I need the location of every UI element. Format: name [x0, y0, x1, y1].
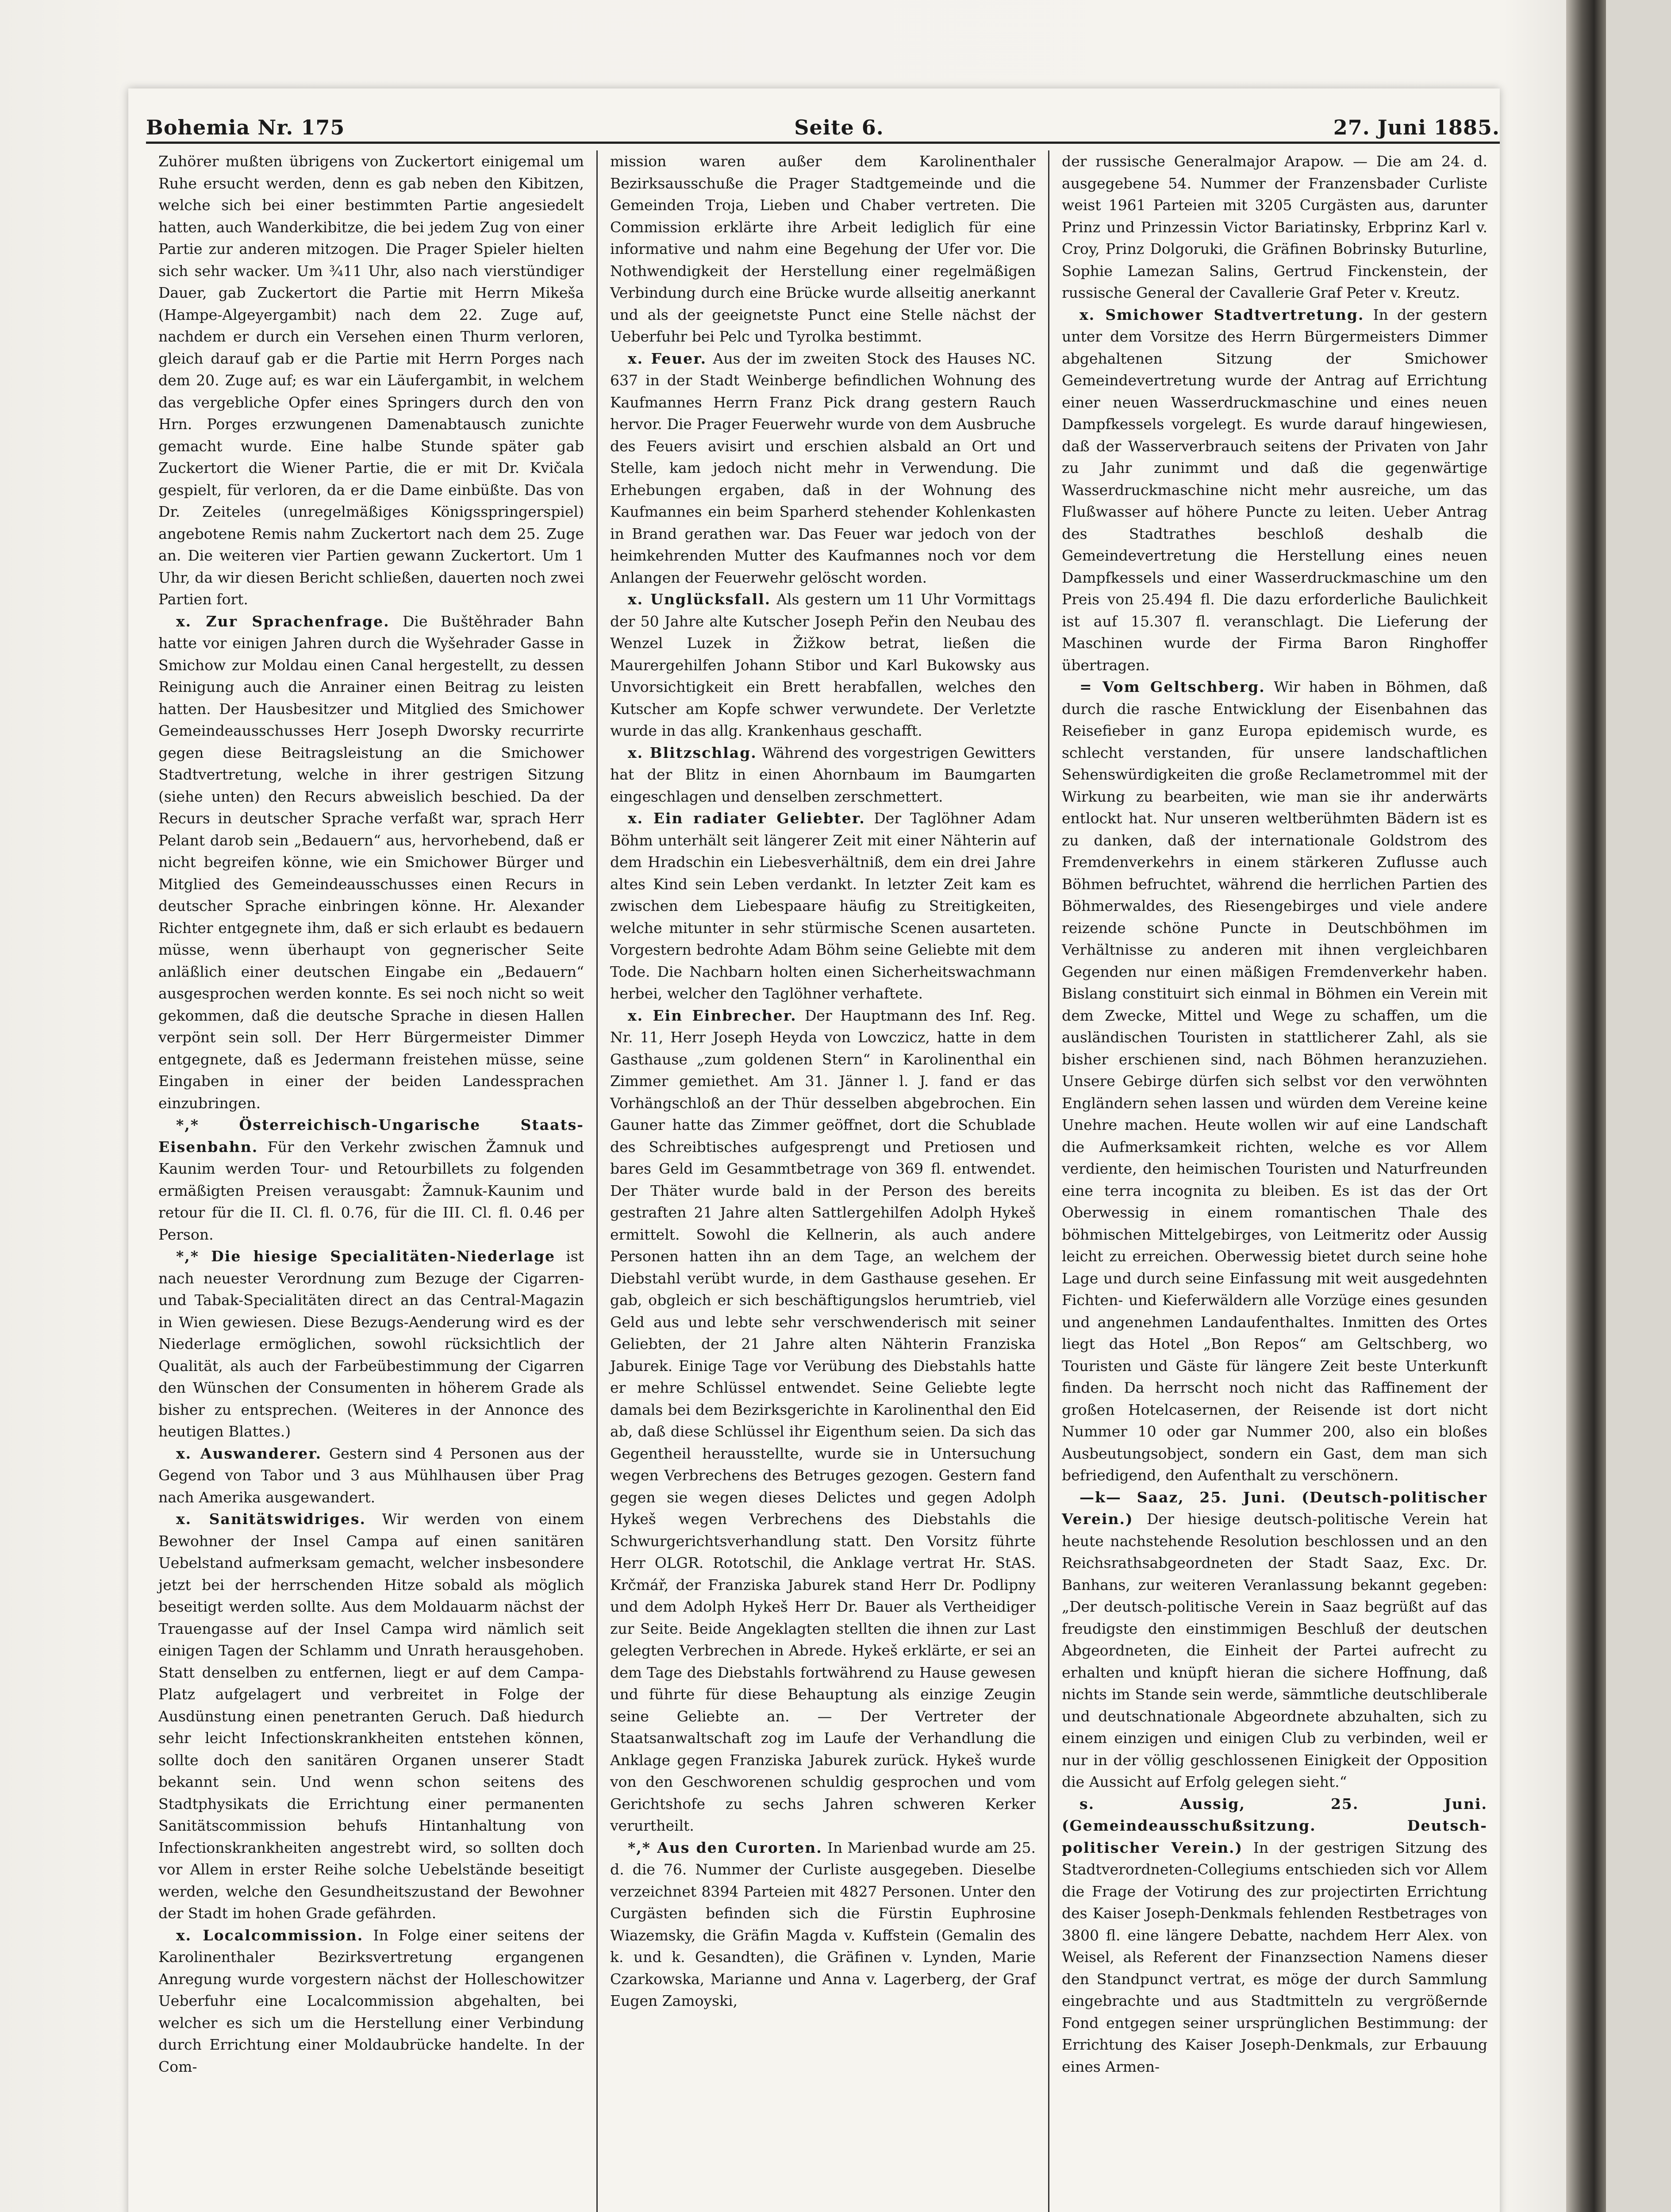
- article-text: Der hiesige deutsch-politische Verein hat heute nachstehende Resolution beschlossen und an den Reichsrathsabgeordneten der Stadt Saaz, Exc. Dr. Banhans, zur weiteren Veranlassung bekannt gegeben: „Der deutsch-politische Verein in Saaz begrüßt auf das freudigste den einstimmigen Beschluß der deutschen Abgeordneten, die Einheit der Partei aufrecht zu erhalten und knüpft hieran die sichere Hoffnung, daß nichts im Stande sein werde, sämmtliche deutschliberale und deutschnationale Abgeordnete abzuhalten, sich zu einem einzigen und einigen Club zu verbinden, weil er nur in der völlig geschlossenen Einigkeit der Opposition die Aussicht auf Erfolg gelegen sieht.“: [1062, 1510, 1487, 1790]
- article-text: Der Taglöhner Adam Böhm unterhält seit längerer Zeit mit einer Nähterin auf dem Hradschin ein Liebesverhältniß, dem ein drei Jahre altes Kind sein Leben verdankt. In letzter Zeit kam es zwischen dem Liebespaare häufig zu Streitigkeiten, welche mitunter in sehr stürmische Scenen ausarteten. Vorgestern bedrohte Adam Böhm seine Geliebte mit dem Tode. Die Nachbarn holten einen Sicherheitswachmann herbei, welcher den Taglöhner verhaftete.: [610, 810, 1036, 1002]
- article-headline: *,* Die hiesige Specialitäten-Niederlage: [176, 1248, 556, 1265]
- article-headline: x. Ein radiater Geliebter.: [628, 810, 865, 827]
- article-headline: x. Smichower Stadtvertretung.: [1079, 306, 1364, 323]
- page-edge: [1606, 0, 1671, 2212]
- header-masthead: Bohemia Nr. 175: [146, 115, 345, 139]
- article-paragraph: [158, 1245, 584, 1443]
- page-header: [146, 104, 1500, 139]
- book-binding: [1566, 0, 1606, 2212]
- article-text: Die Buštěhrader Bahn hatte vor einigen Jahren durch die Wyšehrader Gasse in Smichow zur Moldau einen Canal hergestellt, zu dessen Reinigung auch die Anrainer einen Beitrag zu leisten hatten. Der Hausbesitzer und Mitglied des Smichower Gemeindeausschusses Herr Joseph Dworsky recurrirte gegen diese Beitragsleistung an die Smichower Stadtvertretung, welche in ihrer gestrigen Sitzung (siehe unten) den Recurs abweislich beschied. Da der Recurs in deutscher Sprache verfaßt war, sprach Herr Pelant darob sein „Bedauern“ aus, hervorhebend, daß er nicht begreifen könne, wie ein Smichower Bürger und Mitglied des Gemeindeausschusses einen Recurs in deutscher Sprache einbringen könne. Hr. Alexander Richter entgegnete ihm, daß er sich erlaubt es bedauern müsse, wenn überhaupt von gegnerischer Seite anläßlich einer deutschen Eingabe ein „Bedauern“ ausgesprochen werden konnte. Es sei noch nicht so weit gekommen, daß die deutsche Sprache in diesen Hallen verpönt sein soll. Der Herr Bürgermeister Dimmer entgegnete, daß es Jedermann freistehen müsse, seine Eingaben in einer der beiden Landessprachen einzubringen.: [158, 612, 584, 1112]
- article-text: In Folge einer seitens der Karolinenthaler Bezirksvertretung ergangenen Anregung wurde vorgestern nächst der Holleschowitzer Ueberfuhr eine Localcommission abgehalten, bei welcher es sich um die Herstellung einer Verbindung durch Errichtung einer Moldaubrücke handelte. In der Com-: [158, 1926, 584, 2075]
- article-headline: x. Blitzschlag.: [628, 744, 757, 761]
- article-paragraph: [610, 742, 1036, 808]
- article-paragraph: [1062, 304, 1487, 676]
- article-text: In der gestern unter dem Vorsitze des Herrn Bürgermeisters Dimmer abgehaltenen Sitzung der Smichower Gemeindevertretung wurde der Antrag auf Errichtung einer neuen Wasserdruckmaschine und eines neuen Dampfkessels vorgelegt. Es wurde darauf hingewiesen, daß der Wasserverbrauch seitens der Privaten von Jahr zu Jahr zunimmt und daß die gegenwärtige Wasserdruckmaschine nicht mehr ausreiche, um das Flußwasser auf höhere Puncte zu leiten. Ueber Antrag des Stadtrathes beschloß deshalb die Gemeindevertretung die Herstellung eines neuen Dampfkessels und einer Wasserdruckmaschine um den Preis von 25.494 fl. Die dazu erforderliche Baulichkeit ist auf 15.307 fl. veranschlagt. Die Lieferung der Maschinen wurde der Firma Baron Ringhoffer übertragen.: [1062, 306, 1487, 674]
- article-text: Während des vorgestrigen Gewitters hat der Blitz in einen Ahornbaum im Baumgarten eingeschlagen und denselben zerschmettert.: [610, 744, 1036, 805]
- article-paragraph: [1062, 676, 1487, 1486]
- article-headline: x. Sanitätswidriges.: [176, 1510, 366, 1528]
- article-paragraph: [610, 807, 1036, 1005]
- article-text: Gestern sind 4 Personen aus der Gegend von Tabor und 3 aus Mühlhausen über Prag nach Amerika ausgewandert.: [158, 1444, 584, 1506]
- article-text: Aus der im zweiten Stock des Hauses NC. 637 in der Stadt Weinberge befindlichen Wohnung des Kaufmannes Herrn Franz Pick drang gestern Rauch hervor. Die Prager Feuerwehr wurde von dem Ausbruche des Feuers avisirt und erschien alsbald an Ort und Stelle, kam jedoch nicht mehr in Verwendung. Die Erhebungen ergaben, daß in der Wohnung des Kaufmannes ein beim Sparherd stehender Kohlenkasten in Brand gerathen war. Das Feuer war jedoch von der heimkehrenden Mutter des Kaufmannes noch vor dem Anlangen der Feuerwehr gelöscht worden.: [610, 349, 1036, 586]
- article-headline: x. Auswanderer.: [176, 1444, 322, 1462]
- article-text: Wir haben in Böhmen, daß durch die rasche Entwicklung der Eisenbahnen das Reisefieber in ganz Europa epidemisch wurde, es schlecht verstanden, für unsere landschaftlichen Sehenswürdigkeiten die große Reclametrommel mit der Wirkung zu bearbeiten, wie man sie ihr anderwärts entlockt hat. Nur unseren weltberühmten Bädern ist es zu danken, daß der internationale Goldstrom des Fremdenverkehrs in einem stärkeren Zuflusse auch Böhmen befruchtet, während die herrlichen Partien des Böhmerwaldes, des Riesengebirges und viele andere reizende schöne Puncte in Deutschböhmen im Verhältnisse zu anderen mit ihnen vergleichbaren Gegenden nur einen mäßigen Fremdenverkehr haben. Bislang constituirt sich einmal in Böhmen ein Verein mit dem Zwecke, Mittel und Wege zu schaffen, um die ausländischen Touristen in stattlicherer Zahl, als sie bisher erschienen sind, nach Böhmen heranzuziehen. Unsere Gebirge dürfen sich selbst vor den verwöhnten Engländern sehen lassen und würden dem Vereine keine Unehre machen. Heute wollen wir auf eine Landschaft die Aufmerksamkeit richten, welche es vor Allem verdiente, den heimischen Touristen und Naturfreunden eine terra incognita zu bleiben. Es ist das der Ort Oberwessig in einem romantischen Thale des böhmischen Mittelgebirges, von Leitmeritz oder Aussig leicht zu erreichen. Oberwessig bietet durch seine hohe Lage und durch seine Einfassung mit weit ausgedehnten Fichten- und Kieferwäldern alle Vorzüge eines gesunden und angenehmen Landaufenthaltes. Inmitten des Ortes liegt das Hotel „Bon Repos“ am Geltschberg, wo Touristen und Gäste für längere Zeit beste Unterkunft finden. Da herrscht noch nicht das Raffinement der großen Hotelcasernen, der Reisende ist dort nicht Nummer 10 oder gar Nummer 200, also ein bloßes Ausbeutungsobject, sondern ein Gast, dem man sich befriedigend, den Aufenthalt zu verschönern.: [1062, 678, 1487, 1484]
- article-text: der russische Generalmajor Arapow. — Die am 24. d. ausgegebene 54. Nummer der Franzensbader Curliste weist 1961 Parteien mit 3205 Curgästen aus, darunter Prinz und Prinzessin Victor Bariatinsky, Erbprinz Karl v. Croy, Prinz Dolgoruki, die Gräfinen Bobrinsky Buturline, Sophie Lamezan Salins, Gertrud Finckenstein, der russische General der Cavallerie Graf Peter v. Kreutz.: [1062, 153, 1487, 301]
- article-headline: x. Unglücksfall.: [628, 591, 771, 608]
- article-headline: x. Localcommission.: [176, 1926, 364, 1944]
- article-paragraph: [158, 611, 584, 1114]
- article-text: Für den Verkehr zwischen Žamnuk und Kaunim werden Tour- und Retourbillets zu folgenden ermäßigten Preisen verausgabt: Žamnuk-Kaunim und retour für die II. Cl. fl. 0.76, für die III. Cl. fl. 0.46 per Person.: [158, 1138, 584, 1243]
- article-paragraph: [610, 150, 1036, 348]
- article-columns: [146, 150, 1500, 2212]
- article-headline: *,* Aus den Curorten.: [628, 1839, 822, 1856]
- article-headline: x. Ein Einbrecher.: [628, 1006, 797, 1024]
- article-paragraph: [158, 150, 584, 611]
- header-page-number: Seite 6.: [794, 115, 884, 139]
- column-2: [596, 150, 1048, 2212]
- article-paragraph: [1062, 1793, 1487, 2078]
- article-headline: s. Aussig, 25. Juni. (Gemeindeausschußsitzung. Deutsch-politischer Verein.): [1062, 1795, 1487, 1856]
- article-paragraph: [158, 1443, 584, 1509]
- article-paragraph: [610, 1005, 1036, 1837]
- article-headline: x. Zur Sprachenfrage.: [176, 612, 390, 630]
- article-paragraph: [158, 1508, 584, 1924]
- article-paragraph: [610, 348, 1036, 589]
- article-paragraph: [610, 1837, 1036, 2012]
- column-3: [1048, 150, 1500, 2212]
- article-headline: x. Feuer.: [628, 349, 707, 367]
- article-paragraph: [158, 1924, 584, 2078]
- article-text: Als gestern um 11 Uhr Vormittags der 50 Jahre alte Kutscher Joseph Peřin den Neubau des Wenzel Luzek in Žižkow betrat, ließen die Maurergehilfen Johann Stibor und Karl Bukowsky aus Unvorsichtigkeit ein Brett herabfallen, welches den Kutscher am Kopfe schwer verwundete. Der Verletzte wurde in das allg. Krankenhaus geschafft.: [610, 591, 1036, 739]
- article-text: In Marienbad wurde am 25. d. die 76. Nummer der Curliste ausgegeben. Dieselbe verzeichnet 8394 Parteien mit 4827 Personen. Unter den Curgästen befinden sich die Fürstin Euphrosine Wiazemsky, die Gräfin Magda v. Kuffstein (Gemalin des k. und k. Gesandten), die Gräfinen v. Lynden, Marie Czarkowska, Marianne und Anna v. Lagerberg, der Graf Eugen Zamoyski,: [610, 1839, 1036, 2009]
- article-text: mission waren außer dem Karolinenthaler Bezirksausschuße die Prager Stadtgemeinde und die Gemeinden Troja, Lieben und Chaber vertreten. Die Commission erklärte ihre Arbeit lediglich für eine informative und nahm eine Begehung der Ufer vor. Die Nothwendigkeit der Herstellung einer regelmäßigen Verbindung durch eine Brücke wurde allseitig anerkannt und als der geeignetste Punct eine Stelle nächst der Ueberfuhr bei Pelc und Tyrolka bestimmt.: [610, 153, 1036, 345]
- article-text: Wir werden von einem Bewohner der Insel Campa auf einen sanitären Uebelstand aufmerksam gemacht, welcher insbesondere jetzt bei der herrschenden Hitze sobald als möglich beseitigt werden sollte. Aus dem Moldauarm nächst der Trauengasse auf der Insel Campa wird nämlich seit einigen Tagen der Schlamm und Unrath herausgehoben. Statt denselben zu entfernen, liegt er auf dem Campa-Platz aufgelagert und verbreitet in Folge der Ausdünstung einen penetranten Geruch. Daß hiedurch sehr leicht Infectionskrankheiten entstehen können, sollte doch den sanitären Organen unserer Stadt bekannt sein. Und wenn schon seitens des Stadtphysikats die Errichtung einer permanenten Sanitätscommission behufs Hintanhaltung von Infectionskrankheiten angestrebt wird, so sollten doch vor Allem in erster Reihe solche Uebelstände beseitigt werden, welche den Gesundheitszustand der Bewohner der Stadt im hohen Grade gefährden.: [158, 1510, 584, 1922]
- article-paragraph: [1062, 150, 1487, 304]
- header-date: 27. Juni 1885.: [1333, 115, 1500, 139]
- column-1: [146, 150, 596, 2212]
- article-headline: *,* Österreichisch-Ungarische Staats-Eisenbahn.: [158, 1116, 584, 1156]
- article-paragraph: [610, 588, 1036, 742]
- article-text: Zuhörer mußten übrigens von Zuckertort einigemal um Ruhe ersucht werden, denn es gab neben den Kibitzen, welche sich bei einer bestimmten Partie angesiedelt hatten, auch Wanderkibitze, die bei jedem Zug von einer Partie zur anderen mitzogen. Die Prager Spieler hielten sich sehr wacker. Um ¾11 Uhr, also nach vierstündiger Dauer, gab Zuckertort die Partie mit Herrn Mikeša (Hampe-Algeyergambit) nach dem 22. Zuge auf, nachdem er durch ein Versehen einen Thurm verloren, gleich darauf gab er die Partie mit Herrn Porges nach dem 20. Zuge auf; es war ein Läufergambit, in welchem das vergebliche Opfer eines Springers durch den von Hrn. Porges erzwungenen Damenabtausch zunichte gemacht wurde. Eine halbe Stunde später gab Zuckertort die Wiener Partie, die er mit Dr. Kvičala gespielt, für verloren, da er die Dame einbüßte. Das von Dr. Zeiteles (unregelmäßiges Königsspringerspiel) angebotene Remis nahm Zuckertort nach dem 25. Zuge an. Die weiteren vier Partien gewann Zuckertort. Um 1 Uhr, da wir diesen Bericht schließen, dauerten noch zwei Partien fort.: [158, 153, 584, 608]
- article-paragraph: [158, 1114, 584, 1245]
- header-rule: [146, 142, 1500, 144]
- article-text: ist nach neuester Verordnung zum Bezuge der Cigarren- und Tabak-Specialitäten direct an das Central-Magazin in Wien gewiesen. Diese Bezugs-Aenderung wird es der Niederlage ermöglichen, sowohl rücksichtlich der Qualität, als auch der Farbeübestimmung der Cigarren den Wünschen der Consumenten in höherem Grade als bisher zu entsprechen. (Weiteres in der Annonce des heutigen Blattes.): [158, 1248, 584, 1440]
- article-text: In der gestrigen Sitzung des Stadtverordneten-Collegiums entschieden sich vor Allem die Frage der Votirung des zur projectirten Errichtung des Kaiser Joseph-Denkmals fehlenden Restbetrages von 3800 fl. eine längere Debatte, nachdem Herr Alex. von Weisel, als Referent der Finanzsection Namens dieser den Standpunct vertrat, es möge der durch Sammlung eingebrachte und aus Stadtmitteln zu vergrößernde Fond entgegen seiner ursprünglichen Bestimmung: der Errichtung des Kaiser Joseph-Denkmals, zur Erbauung eines Armen-: [1062, 1839, 1488, 2075]
- article-text: Der Hauptmann des Inf. Reg. Nr. 11, Herr Joseph Heyda von Lowczicz, hatte in dem Gasthause „zum goldenen Stern“ in Karolinenthal ein Zimmer gemiethet. Am 31. Jänner l. J. fand er das Vorhängschloß an der Thür desselben abgebrochen. Ein Gauner hatte das Zimmer geöffnet, dort die Schublade des Schreibtisches aufgesprengt und Pretiosen und bares Geld im Gesammtbetrage von 369 fl. entwendet. Der Thäter wurde bald in der Person des bereits gestraften 21 Jahre alten Sattlergehilfen Adolph Hykeš ermittelt. Sowohl die Kellnerin, als auch andere Personen hatten ihn an dem Tage, an welchem der Diebstahl verübt wurde, in dem Gasthause gesehen. Er gab, obgleich er sich beschäftigungslos herumtrieb, viel Geld aus und lebte sehr verschwenderisch mit seiner Geliebten, der 21 Jahre alten Nähterin Franziska Jaburek. Einige Tage vor Verübung des Diebstahls hatte er mehre Schlüssel entwendet. Seine Geliebte legte damals bei dem Bezirksgerichte in Karolinenthal den Eid ab, daß diese Schlüssel ihr Eigenthum seien. Da sich das Gegentheil herausstellte, wurde sie in Untersuchung wegen Verbrechens des Betruges gezogen. Gestern fand gegen sie wegen dieses Delictes und gegen Adolph Hykeš wegen Verbrechens des Diebstahls die Schwurgerichtsverhandlung statt. Den Vorsitz führte Herr OLGR. Rototschil, die Anklage vertrat Hr. StAS. Krčmář, der Franziska Jaburek stand Herr Dr. Podlipny und dem Adolph Hykeš Herr Dr. Bauer als Vertheidiger zur Seite. Beide Angeklagten stellten die ihnen zur Last gelegten Verbrechen in Abrede. Hykeš erklärte, er sei an dem Tage des Diebstahls fortwährend zu Hause gewesen und führte für diese Behauptung als einzige Zeugin seine Geliebte an. — Der Vertreter der Staatsanwaltschaft zog im Laufe der Verhandlung die Anklage gegen Franziska Jaburek zurück. Hykeš wurde von den Geschworenen schuldig gesprochen und vom Gerichtshofe zu sechs Jahren schweren Kerker verurtheilt.: [610, 1006, 1036, 1834]
- article-headline: —k— Saaz, 25. Juni. (Deutsch-politischer Verein.): [1062, 1488, 1487, 1528]
- article-headline: = Vom Geltschberg.: [1079, 678, 1265, 695]
- article-paragraph: [1062, 1486, 1487, 1793]
